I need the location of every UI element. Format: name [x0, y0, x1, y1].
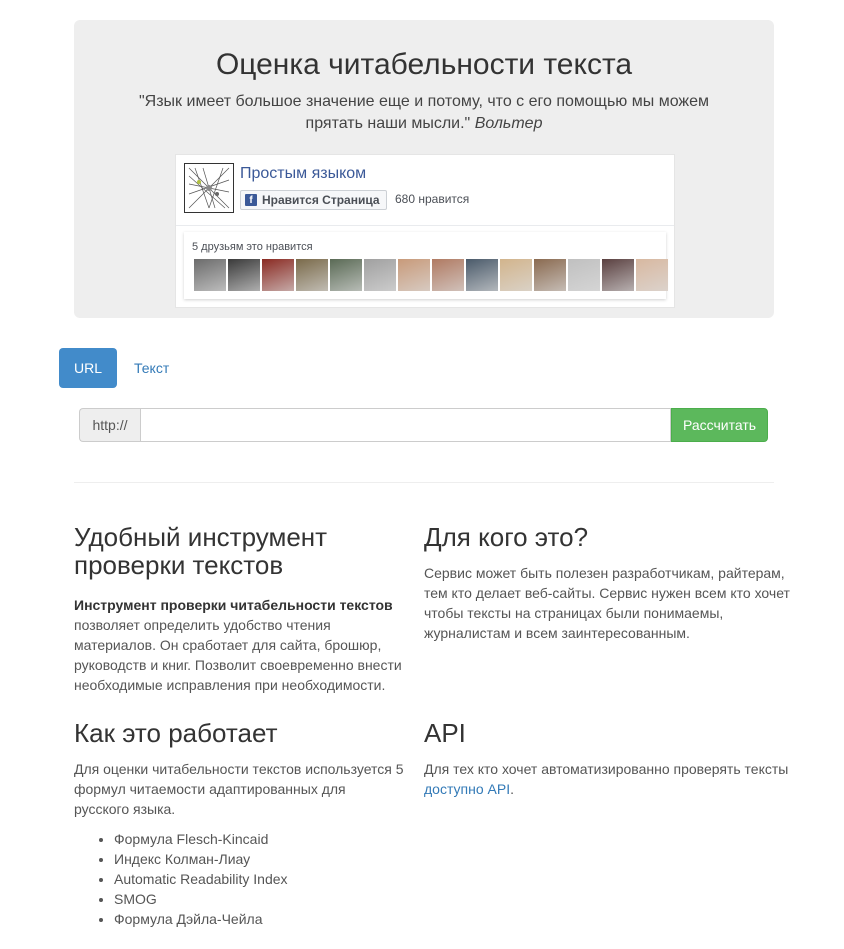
- fb-friends-panel: [184, 232, 666, 299]
- friend-avatar[interactable]: [602, 259, 634, 291]
- fb-like-count: 680 нравится: [395, 192, 470, 206]
- section-title: API: [424, 718, 466, 748]
- section-audience: [424, 523, 794, 643]
- friend-avatar[interactable]: [636, 259, 668, 291]
- section-text-bold: Инструмент проверки читабельности текстов: [74, 597, 393, 613]
- section-api: [424, 719, 804, 799]
- header-panel: [74, 20, 774, 318]
- formula-list: [74, 829, 404, 929]
- friend-avatar[interactable]: [500, 259, 532, 291]
- friend-avatar[interactable]: [296, 259, 328, 291]
- api-text-end: .: [510, 781, 514, 797]
- friend-avatar[interactable]: [466, 259, 498, 291]
- section-text: Для оценки читабельности текстов используется 5 формул читаемости адаптированных для русского языка.: [74, 761, 404, 817]
- friend-avatar[interactable]: [262, 259, 294, 291]
- list-item: • Формула Дэйла-Чейла: [114, 909, 404, 929]
- section-title: Для кого это?: [424, 522, 589, 552]
- fb-like-page-button[interactable]: [240, 190, 387, 210]
- section-how: [74, 719, 404, 929]
- list-item: • SMOG: [114, 889, 404, 909]
- facebook-icon: f: [245, 194, 257, 206]
- list-item: • Индекс Колман-Лиау: [114, 849, 404, 869]
- api-link[interactable]: доступно API: [424, 781, 511, 797]
- page-logo-icon[interactable]: [184, 163, 234, 213]
- friend-avatar[interactable]: [330, 259, 362, 291]
- list-item: • Формула Flesch-Kincaid: [114, 829, 404, 849]
- fb-like-label: Нравится Страница: [262, 193, 380, 207]
- quote-text: "Язык имеет большое значение еще и потому, что с его помощью мы можем прятать наши мысли.": [138, 93, 710, 132]
- friends-avatars: [194, 259, 670, 291]
- section-text: [424, 759, 804, 799]
- friend-avatar[interactable]: [568, 259, 600, 291]
- page-title: Оценка читабельности текста: [215, 48, 633, 81]
- list-item: • Automatic Readability Index: [114, 869, 404, 889]
- friend-avatar[interactable]: [228, 259, 260, 291]
- friend-avatar[interactable]: [534, 259, 566, 291]
- divider: [176, 225, 674, 226]
- friend-avatar[interactable]: [194, 259, 226, 291]
- calculate-button[interactable]: Рассчитать: [671, 408, 768, 442]
- section-text-rest: позволяет определить удобство чтения материалов. Он сработает для сайта, брошюр, руководств и книг. Позволит своевременно внести необходимые исправления при необходимости.: [74, 617, 402, 693]
- url-prefix: http://: [79, 408, 140, 442]
- section-title: Как это работает: [74, 718, 278, 748]
- friend-avatar[interactable]: [432, 259, 464, 291]
- section-title: Удобный инструмент проверки текстов: [74, 522, 328, 580]
- friend-avatar[interactable]: [364, 259, 396, 291]
- quote: [114, 91, 734, 135]
- fb-page-name-link[interactable]: Простым языком: [240, 165, 367, 182]
- url-form: [79, 408, 768, 442]
- section-text: Сервис может быть полезен разработчикам, райтерам, тем кто делает веб-сайты. Сервис нужен всем кто хочет чтобы тексты на страницах были понимаемы, журналистам и всем заинтересованным.: [424, 565, 790, 641]
- api-text: Для тех кто хочет автоматизированно проверять тексты: [424, 761, 789, 777]
- divider: [74, 482, 774, 483]
- section-tool: [74, 523, 404, 695]
- fb-friends-text: 5 друзьям это нравится: [192, 241, 313, 253]
- tab-text[interactable]: Текст: [134, 360, 170, 376]
- url-input[interactable]: [140, 408, 671, 442]
- section-text: [74, 595, 404, 695]
- quote-author: Вольтер: [474, 115, 543, 132]
- friend-avatar[interactable]: [398, 259, 430, 291]
- facebook-widget: [175, 154, 675, 308]
- tab-url[interactable]: URL: [59, 348, 117, 388]
